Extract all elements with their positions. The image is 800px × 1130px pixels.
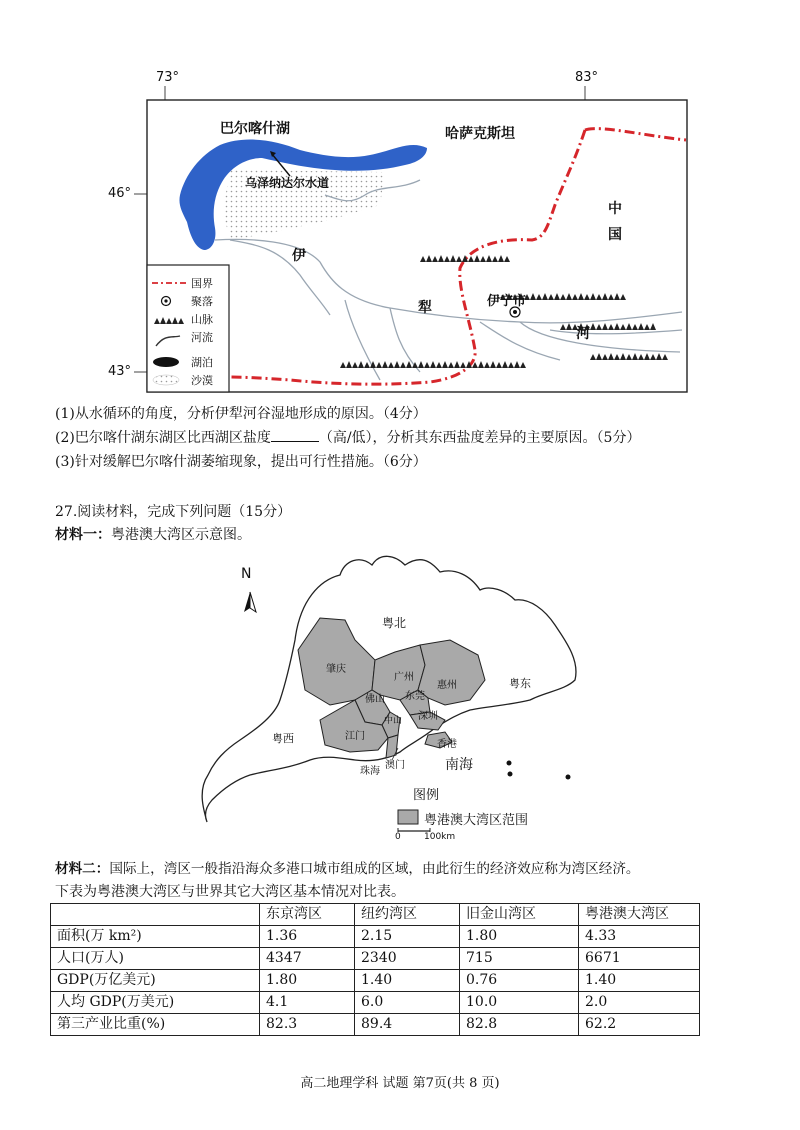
bay-comparison-table <box>50 903 700 1036</box>
lat-46-label: 46° <box>108 186 132 201</box>
table-row <box>51 992 700 1014</box>
city-hongkong: 香港 <box>437 739 457 750</box>
yuexi-label: 粤西 <box>272 732 294 745</box>
table-header-cell: 粤港澳大湾区 <box>579 904 700 926</box>
question-2-part-a: (2)巴尔喀什湖东湖区比西湖区盐度 <box>55 430 271 446</box>
table-header-cell: 纽约湾区 <box>355 904 460 926</box>
table-cell: 面积(万 km²) <box>51 926 260 948</box>
yuebei-label: 粤北 <box>382 616 407 630</box>
table-cell: 1.80 <box>460 926 579 948</box>
question-2-part-b: （高/低），分析其东西盐度差异的主要原因。（5分） <box>318 430 641 446</box>
material-1-label: 材料一： <box>55 527 111 543</box>
material-2-line2: 下表为粤港澳大湾区与世界其它大湾区基本情况对比表。 <box>55 884 405 900</box>
lon-73-label: 73° <box>156 70 180 85</box>
city-shenzhen: 深圳 <box>418 711 438 722</box>
table-cell: 1.80 <box>260 970 355 992</box>
page-footer: 高二地理学科 试题 第7页(共 8 页) <box>300 1076 500 1091</box>
table-header-cell <box>51 904 260 926</box>
map2-legend-item: 粤港澳大湾区范围 <box>424 813 529 828</box>
table-row <box>51 970 700 992</box>
lon-83-label: 83° <box>575 70 599 85</box>
gba-legend-swatch <box>398 810 418 824</box>
table-cell: 0.76 <box>460 970 579 992</box>
table-row <box>51 926 700 948</box>
north-label: N <box>241 566 252 582</box>
table-row <box>51 948 700 970</box>
city-dongguan: 东莞 <box>405 691 425 702</box>
channel-label: 乌泽纳达尔水道 <box>245 176 330 190</box>
zhuhai-area <box>386 735 398 758</box>
scale-100km: 100km <box>424 832 456 842</box>
table-cell: 89.4 <box>355 1014 460 1036</box>
kazakhstan-label: 哈萨克斯坦 <box>445 126 515 142</box>
map2-legend-title: 图例 <box>413 788 440 803</box>
ili-label-3: 河 <box>576 326 590 342</box>
table-cell: 10.0 <box>460 992 579 1014</box>
table-cell: 6.0 <box>355 992 460 1014</box>
ili-label-2: 犁 <box>418 300 432 316</box>
city-macau: 澳门 <box>385 760 405 771</box>
table-cell: 人口(万人) <box>51 948 260 970</box>
yuedong-label: 粤东 <box>509 677 531 690</box>
city-foshan: 佛山 <box>365 694 385 705</box>
city-zhongshan: 中山 <box>384 716 403 726</box>
city-zhaoqing: 肇庆 <box>326 664 346 675</box>
city-guangzhou: 广州 <box>394 672 414 683</box>
city-zhuhai: 珠海 <box>360 766 380 777</box>
table-row <box>51 1014 700 1036</box>
table-cell: 2.0 <box>579 992 700 1014</box>
legend-river: 河流 <box>191 331 213 344</box>
material-1-text: 粤港澳大湾区示意图。 <box>111 527 251 543</box>
table-header-row <box>51 904 700 926</box>
table-header-cell: 旧金山湾区 <box>460 904 579 926</box>
material-2-label: 材料二： <box>55 861 110 877</box>
table-cell: 人均 GDP(万美元) <box>51 992 260 1014</box>
yining-city-label: 伊宁市 <box>487 294 527 309</box>
legend-desert: 沙漠 <box>191 374 213 387</box>
table-cell: 82.3 <box>260 1014 355 1036</box>
south-sea-label: 南海 <box>445 757 473 773</box>
table-cell: 1.36 <box>260 926 355 948</box>
table-cell: 4.1 <box>260 992 355 1014</box>
china-label-1: 中 <box>608 201 622 217</box>
lat-43-label: 43° <box>108 364 132 379</box>
city-jiangmen: 江门 <box>345 731 365 742</box>
table-cell: 1.40 <box>355 970 460 992</box>
table-cell: 715 <box>460 948 579 970</box>
table-cell: 4.33 <box>579 926 700 948</box>
table-header-cell: 东京湾区 <box>260 904 355 926</box>
question-3: (3)针对缓解巴尔喀什湖萎缩现象，提出可行性措施。（6分） <box>55 454 427 470</box>
table-cell: 2340 <box>355 948 460 970</box>
legend-border: 国界 <box>191 277 213 290</box>
china-label-2: 国 <box>608 227 622 243</box>
legend-lake: 湖泊 <box>191 356 213 369</box>
north-arrow-icon <box>244 592 250 612</box>
q27-title: 27.阅读材料，完成下列问题（15分） <box>55 504 292 520</box>
legend-settlement: 聚落 <box>191 295 213 308</box>
table-cell: 4347 <box>260 948 355 970</box>
table-cell: 1.40 <box>579 970 700 992</box>
city-huizhou: 惠州 <box>437 680 457 691</box>
balkhash-lake-label: 巴尔喀什湖 <box>220 121 290 137</box>
table-cell: 2.15 <box>355 926 460 948</box>
material-2-line1 <box>55 857 640 877</box>
question-1: (1)从水循环的角度，分析伊犁河谷湿地形成的原因。（4分） <box>55 406 427 422</box>
scale-zero: 0 <box>395 832 401 842</box>
table-cell: 62.2 <box>579 1014 700 1036</box>
legend-mountain: 山脉 <box>191 313 213 326</box>
table-cell: GDP(万亿美元) <box>51 970 260 992</box>
table-cell: 82.8 <box>460 1014 579 1036</box>
table-cell: 6671 <box>579 948 700 970</box>
table-cell: 第三产业比重(%) <box>51 1014 260 1036</box>
ili-label-1: 伊 <box>292 248 306 264</box>
material-2-text: 国际上，湾区一般指沿海众多港口城市组成的区域，由此衍生的经济效应称为湾区经济。 <box>109 861 640 877</box>
